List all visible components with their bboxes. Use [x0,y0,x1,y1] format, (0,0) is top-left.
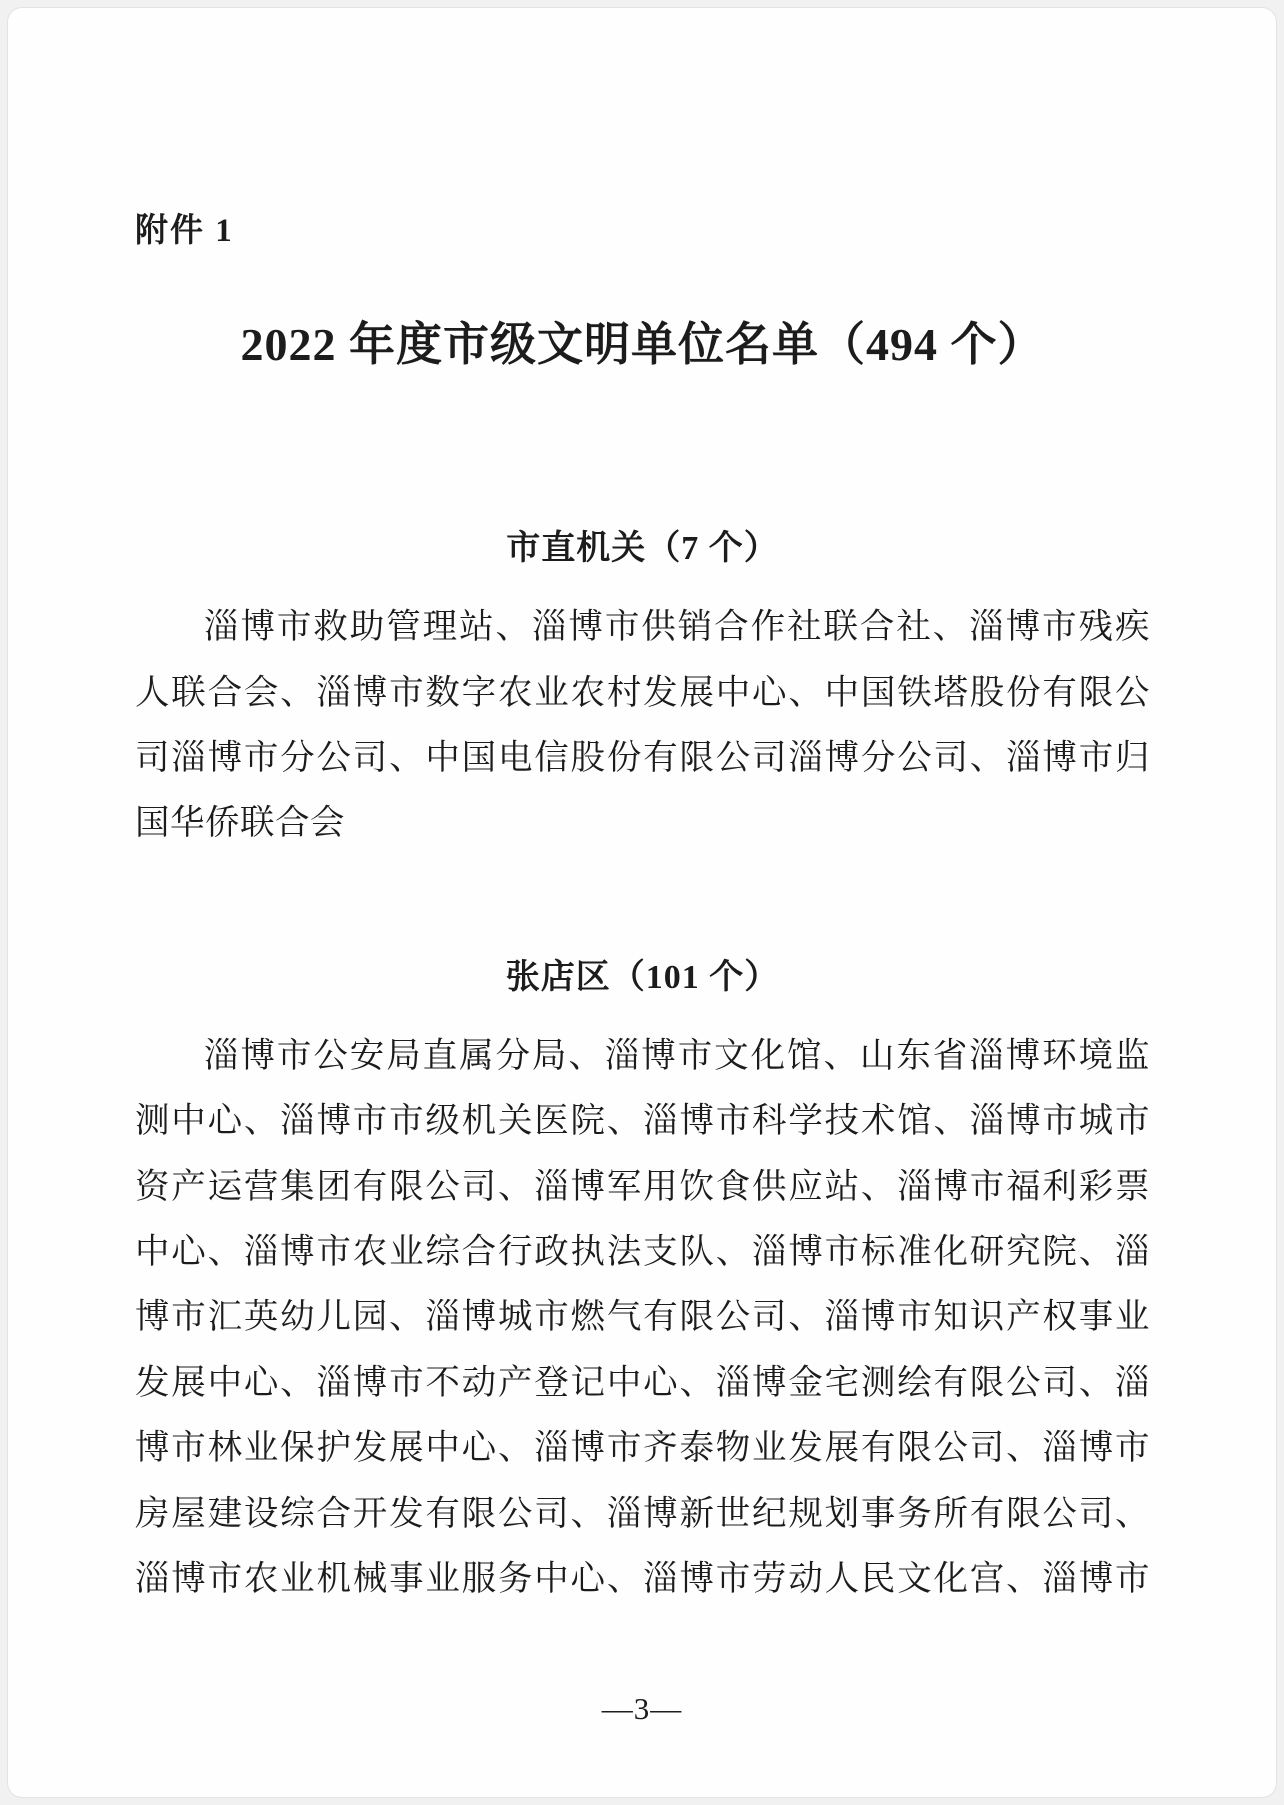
text-line: 发展中心、淄博市不动产登记中心、淄博金宅测绘有限公司、淄 [135,1363,1150,1402]
document-title: 2022 年度市级文明单位名单（494 个） [240,319,1045,370]
section-heading-municipal-organs: 市直机关（7 个） [506,530,779,568]
text-line: 资产运营集团有限公司、淄博军用饮食供应站、淄博市福利彩票 [135,1167,1150,1206]
text-line: 人联合会、淄博市数字农业农村发展中心、中国铁塔股份有限公 [135,673,1150,712]
text-line: 博市林业保护发展中心、淄博市齐泰物业发展有限公司、淄博市 [135,1429,1150,1468]
document-page [8,8,1276,1797]
text-line: 中心、淄博市农业综合行政执法支队、淄博市标准化研究院、淄 [135,1233,1150,1272]
text-line: 淄博市救助管理站、淄博市供销合作社联合社、淄博市残疾 [204,608,1150,647]
text-line: 房屋建设综合开发有限公司、淄博新世纪规划事务所有限公司、 [135,1494,1150,1533]
text-line: 淄博市公安局直属分局、淄博市文化馆、山东省淄博环境监 [204,1036,1150,1075]
text-line: 司淄博市分公司、中国电信股份有限公司淄博分公司、淄博市归 [135,739,1150,777]
text-line: 博市汇英幼儿园、淄博城市燃气有限公司、淄博市知识产权事业 [135,1298,1150,1337]
section-heading-zhangdian-district: 张店区（101 个） [505,958,780,996]
page-number: —3— [601,1691,683,1726]
text-line: 国华侨联合会 [135,804,345,843]
paragraph-municipal-organs [135,595,1150,857]
paragraph-zhangdian-district [135,1024,1150,1613]
text-line: 淄博市农业机械事业服务中心、淄博市劳动人民文化宫、淄博市 [135,1560,1150,1599]
text-line: 测中心、淄博市市级机关医院、淄博市科学技术馆、淄博市城市 [135,1102,1150,1141]
attachment-label: 附件 1 [135,213,234,249]
